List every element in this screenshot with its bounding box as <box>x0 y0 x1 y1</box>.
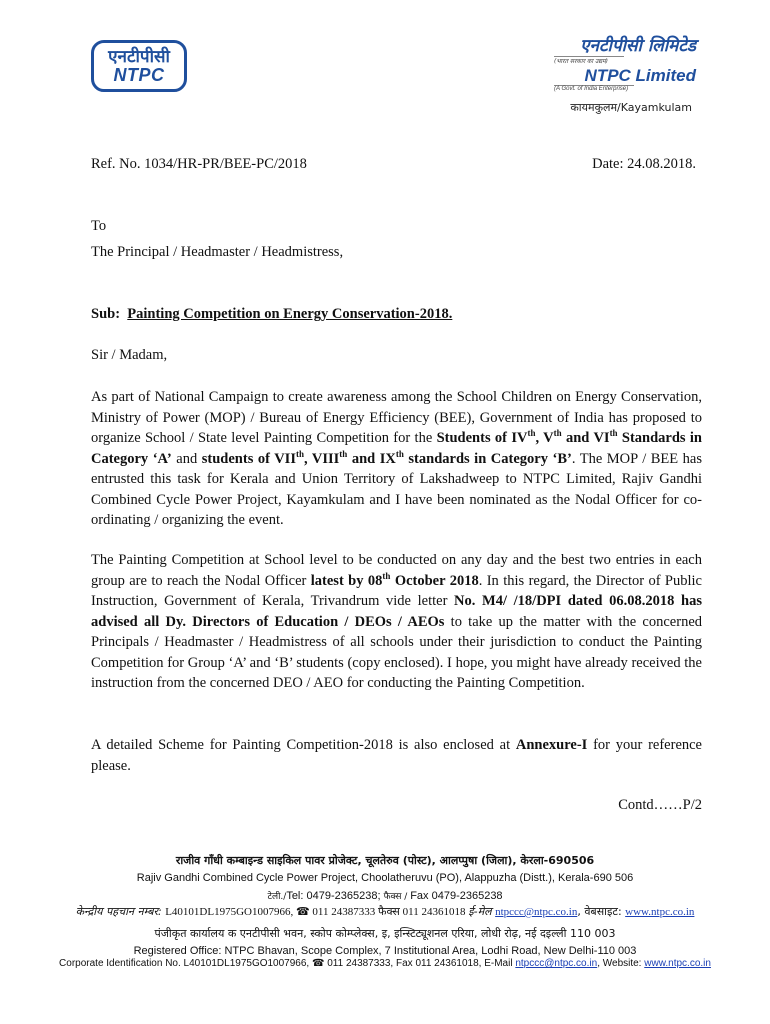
letter-date: Date: 24.08.2018. <box>592 156 696 172</box>
footer-cin-hindi: केन्द्रीय पहचान नम्बर: L40101DL1975GO1007966, ☎ 011 24387333 फैक्स 011 24361018 ई-मेल ntpccc@ntpc.co.in, वेबसाइट: www.ntpc.co.in <box>75 905 695 918</box>
footer-phone: टेली./Tel: 0479-2365238; फैक्स / Fax 0479-2365238 <box>267 890 503 902</box>
footer-registered-hindi: पंजीकृत कार्यालय क एनटीपीसी भवन, स्कोप कोम्प्लेक्स, इ, इन्स्टिट्यूशनल एरिया, लोधी रोढ़, नई दइल्ली 110 003 <box>154 927 616 940</box>
footer-registered-english: Registered Office: NTPC Bhavan, Scope Complex, 7 Institutional Area, Lodhi Road, New Delhi-110 003 <box>133 945 637 957</box>
gov-enterprise-note: (A Govt. of India Enterprise) <box>554 85 634 92</box>
reference-number: Ref. No. 1034/HR-PR/BEE-PC/2018 <box>91 156 307 172</box>
tagline-hindi: (भारत सरकार का उद्यम) <box>554 56 624 65</box>
continued-note: Contd……P/2 <box>618 797 702 813</box>
salutation: Sir / Madam, <box>91 347 168 363</box>
paragraph-3: A detailed Scheme for Painting Competition-2018 is also enclosed at Annexure-I for your reference please. <box>91 737 702 774</box>
website-link-2[interactable]: www.ntpc.co.in <box>644 958 711 969</box>
email-link-2[interactable]: ntpccc@ntpc.co.in <box>515 958 598 969</box>
paragraph-1: As part of National Campaign to create awareness among the School Children on Energy Conservation, Ministry of Power (MOP) / Bureau of Energy Efficiency (BEE), Government of India has proposed to organize School / State level Painting Competition for the Students of IVth, Vth and VIth Standards in Category ‘A’ and students of VIIth, VIIIth and IXth standards in Category ‘B’. The MOP / BEE has entrusted this task for Kerala and Union Territory of Lakshadweep to NTPC Limited, Rajiv Gandhi Combined Cycle Power Project, Kayamkulam and I have been nominated as the Nodal Officer for co-ordinating / organizing the event. <box>91 389 703 528</box>
logo-english-text: NTPC <box>113 65 165 85</box>
subject-text: Painting Competition on Energy Conservation-2018. <box>127 306 453 322</box>
logo-hindi-text: एनटीपीसी <box>108 47 170 67</box>
to-line: To <box>91 218 107 234</box>
location: कायमकुलम/Kayamkulam <box>570 101 692 114</box>
email-link-1[interactable]: ntpccc@ntpc.co.in <box>495 906 578 918</box>
footer-address-hindi: राजीव गाँधी कम्बाइन्ड साइकिल पावर प्रोजेक्ट, चूलतेरुव (पोस्ट), आलप्पुषा (जिला), केरला-690506 <box>175 854 595 867</box>
letterhead <box>536 36 696 92</box>
subject-line <box>91 304 702 325</box>
footer-address-english: Rajiv Gandhi Combined Cycle Power Project, Choolatheruvu (PO), Alappuzha (Distt.), Kerala-690 506 <box>136 872 634 884</box>
company-name-hindi: एनटीपीसी लिमिटेड <box>580 36 696 56</box>
company-name-english: NTPC Limited <box>584 66 696 85</box>
paragraph-2: The Painting Competition at School level to be conducted on any day and the best two entries in each group are to reach the Nodal Officer latest by 08th October 2018. In this regard, the Director of Public Instruction, Government of Kerala, Trivandrum vide letter No. M4/ /18/DPI dated 06.08.2018 has advised all Dy. Directors of Education / DEOs / AEOs to take up the matter with the concerned Principals / Headmaster / Headmistress of all schools under their jurisdiction to conduct the Painting Competition for Group ‘A’ and ‘B’ students (copy enclosed). I hope, you might have already received the instruction from the concerned DEO / AEO for conducting the Painting Competition. <box>91 552 702 691</box>
ntpc-logo <box>91 40 187 92</box>
footer-corporate-id: Corporate Identification No. L40101DL1975GO1007966, ☎ 011 24387333, Fax 011 24361018, E-Mail ntpccc@ntpc.co.in, Website: www.ntpc.co.in <box>59 958 711 969</box>
subject-label: Sub: <box>91 306 121 322</box>
website-link-1[interactable]: www.ntpc.co.in <box>625 906 695 918</box>
recipient: The Principal / Headmaster / Headmistress, <box>91 244 344 260</box>
